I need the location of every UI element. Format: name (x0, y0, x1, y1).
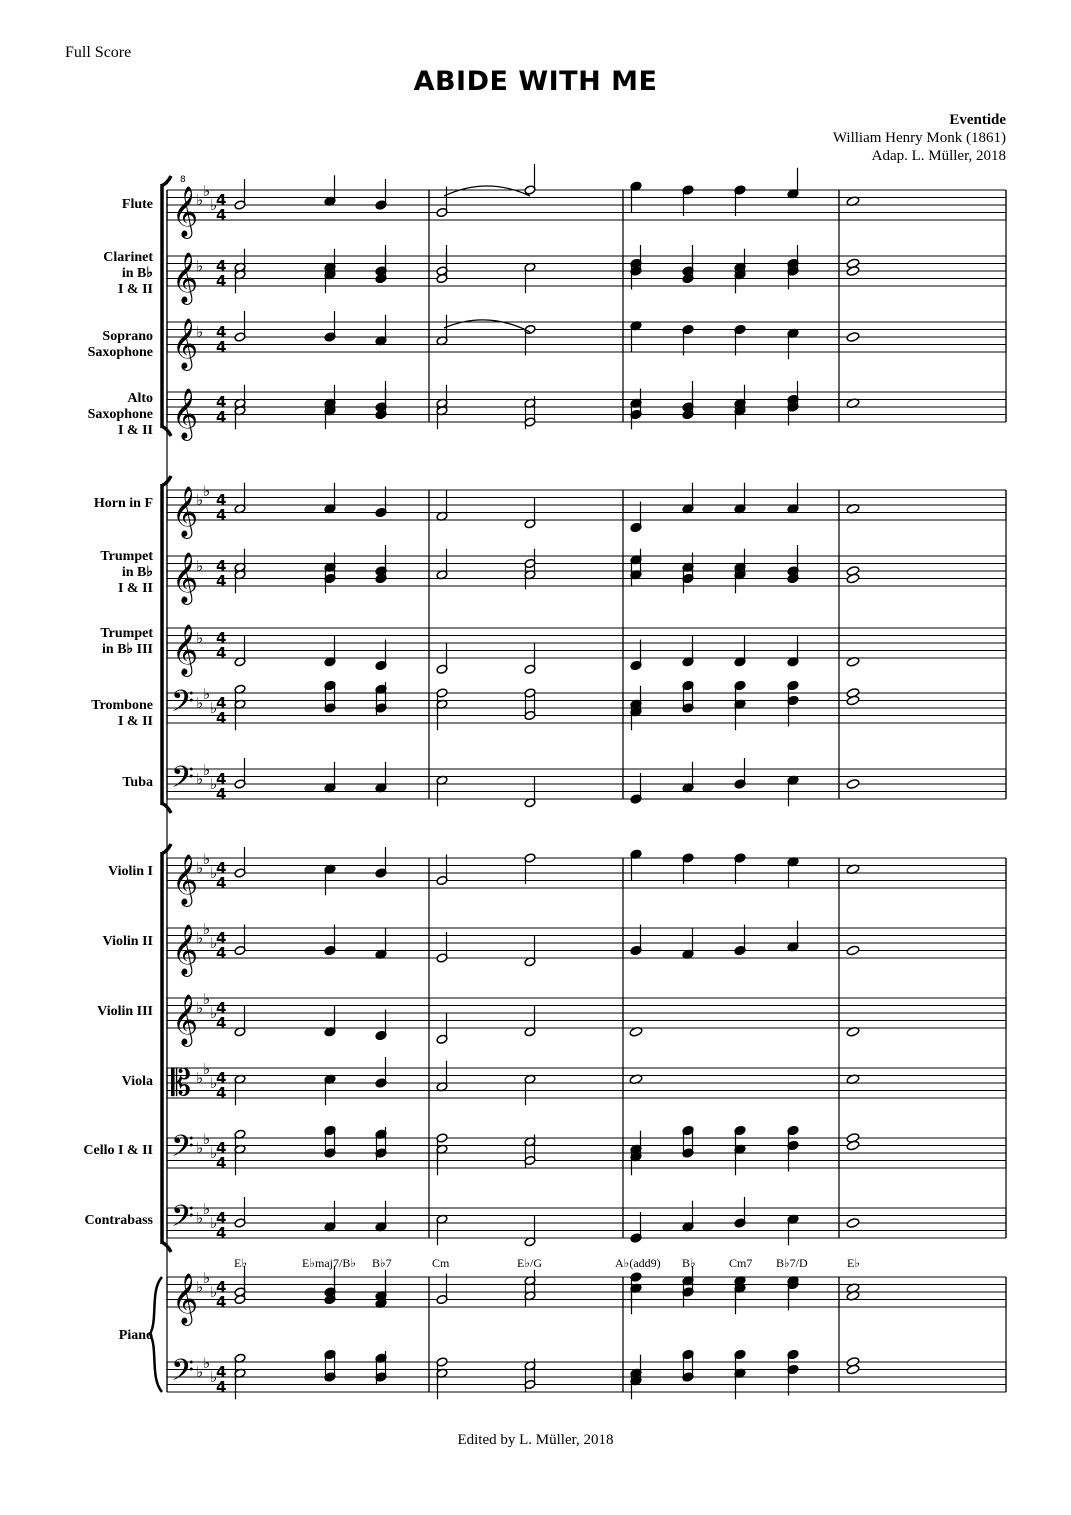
treble-clef-icon: 𝄞 (172, 388, 199, 439)
flat-icon: ♭ (203, 920, 211, 938)
time-signature-numerator: 4 (216, 1209, 227, 1227)
instrument-label-trumpet-12: Trumpet in B♭ I & II (100, 549, 153, 596)
bracket-hook (161, 1242, 171, 1252)
note-head (846, 1218, 860, 1229)
flat-icon: ♭ (210, 934, 218, 952)
flat-icon: ♭ (203, 1060, 211, 1078)
instrument-label-flute: Flute (121, 197, 153, 212)
flat-icon: ♭ (196, 191, 204, 209)
flat-icon: ♭ (196, 770, 204, 788)
instrument-label-violin-1: Violin I (108, 864, 153, 879)
flat-icon: ♭ (210, 1368, 218, 1386)
instrument-label-piano: Piano (118, 1328, 153, 1343)
time-signature-denominator: 4 (216, 206, 227, 224)
instrument-label-trumpet-3: Trumpet in B♭ III (100, 626, 153, 657)
flat-icon: ♭ (203, 182, 211, 200)
chord-symbol: Cm7 (729, 1256, 753, 1270)
time-signature-numerator: 4 (216, 1069, 227, 1087)
flat-icon: ♭ (196, 1069, 204, 1087)
time-signature-numerator: 4 (216, 999, 227, 1017)
time-signature-numerator: 4 (216, 491, 227, 509)
subtitle: Eventide (949, 112, 1006, 128)
chord-symbol: Cm (432, 1256, 450, 1270)
flat-icon: ♭ (196, 1209, 204, 1227)
chord-symbol: E♭ (847, 1256, 860, 1270)
edition-footer: Edited by L. Müller, 2018 (457, 1432, 614, 1448)
flat-icon: ♭ (196, 694, 204, 712)
flat-icon: ♭ (203, 1269, 211, 1287)
flat-icon: ♭ (210, 1074, 218, 1092)
flat-icon: ♭ (196, 629, 204, 647)
chord-symbol: E♭ (234, 1256, 247, 1270)
time-signature-denominator: 4 (216, 644, 227, 662)
time-signature-numerator: 4 (216, 929, 227, 947)
flat-icon: ♭ (203, 482, 211, 500)
flat-icon: ♭ (196, 859, 204, 877)
time-signature-denominator: 4 (216, 944, 227, 962)
instrument-label-horn: Horn in F (93, 496, 153, 511)
flat-icon: ♭ (210, 864, 218, 882)
time-signature-numerator: 4 (216, 393, 227, 411)
treble-clef-icon: 𝄞 (172, 552, 199, 603)
time-signature-denominator: 4 (216, 338, 227, 356)
time-signature-denominator: 4 (216, 1154, 227, 1172)
slur (444, 186, 530, 196)
treble-clef-icon: 𝄞 (172, 318, 199, 369)
bracket-hook (161, 803, 171, 813)
instrument-label-alto-sax: Alto Saxophone I & II (87, 391, 153, 438)
time-signature-numerator: 4 (216, 557, 227, 575)
flat-icon: ♭ (210, 1144, 218, 1162)
flat-icon: ♭ (196, 491, 204, 509)
time-signature-denominator: 4 (216, 272, 227, 290)
piano-brace (150, 1277, 162, 1392)
flat-icon: ♭ (203, 1354, 211, 1372)
flat-icon: ♭ (196, 323, 204, 341)
time-signature-numerator: 4 (216, 859, 227, 877)
instrument-label-cello: Cello I & II (83, 1143, 153, 1158)
flat-icon: ♭ (203, 990, 211, 1008)
flat-icon: ♭ (196, 1278, 204, 1296)
flat-icon: ♭ (196, 557, 204, 575)
time-signature-numerator: 4 (216, 257, 227, 275)
page-title: ABIDE WITH ME (413, 66, 658, 97)
composer-credit: William Henry Monk (1861) (832, 130, 1006, 146)
flat-icon: ♭ (210, 699, 218, 717)
arranger-credit: Adap. L. Müller, 2018 (871, 148, 1006, 164)
bracket-hook (161, 476, 171, 486)
chord-symbol: E♭maj7/B♭ (302, 1256, 356, 1270)
instrument-label-soprano-sax: Soprano Saxophone (87, 329, 153, 360)
flat-icon: ♭ (210, 775, 218, 793)
time-signature-numerator: 4 (216, 191, 227, 209)
instrument-label-contrabass: Contrabass (84, 1213, 153, 1228)
bass-clef-icon: 𝄢 (171, 1354, 195, 1395)
flat-icon: ♭ (196, 929, 204, 947)
bracket-hook (161, 426, 171, 436)
time-signature-denominator: 4 (216, 1014, 227, 1032)
treble-clef-icon: 𝄞 (172, 252, 199, 303)
instrument-label-tuba: Tuba (122, 775, 153, 790)
flat-icon: ♭ (210, 1283, 218, 1301)
time-signature-numerator: 4 (216, 1139, 227, 1157)
treble-clef-icon: 𝄞 (172, 186, 199, 237)
treble-clef-icon: 𝄞 (172, 1273, 199, 1324)
instrument-label-viola: Viola (121, 1074, 153, 1089)
instrument-label-clarinet: Clarinet in B♭ I & II (103, 250, 153, 297)
note-head (846, 779, 860, 790)
time-signature-numerator: 4 (216, 629, 227, 647)
flat-icon: ♭ (210, 1004, 218, 1022)
time-signature-denominator: 4 (216, 572, 227, 590)
time-signature-numerator: 4 (216, 323, 227, 341)
flat-icon: ♭ (196, 257, 204, 275)
flat-icon: ♭ (196, 1139, 204, 1157)
time-signature-denominator: 4 (216, 874, 227, 892)
time-signature-denominator: 4 (216, 1293, 227, 1311)
time-signature-denominator: 4 (216, 1224, 227, 1242)
treble-clef-icon: 𝄞 (172, 994, 199, 1045)
flat-icon: ♭ (203, 685, 211, 703)
time-signature-numerator: 4 (216, 770, 227, 788)
chord-symbol: B♭7/D (776, 1256, 808, 1270)
flat-icon: ♭ (203, 1200, 211, 1218)
bass-clef-icon: 𝄢 (171, 761, 195, 802)
time-signature-numerator: 4 (216, 1363, 227, 1381)
chord-symbol: E♭/G (517, 1256, 542, 1270)
flat-icon: ♭ (210, 1214, 218, 1232)
chord-symbol: A♭(add9) (615, 1256, 661, 1270)
chord-symbol: B♭ (682, 1256, 696, 1270)
instrument-label-violin-3: Violin III (97, 1004, 153, 1019)
flat-icon: ♭ (210, 196, 218, 214)
time-signature-denominator: 4 (216, 709, 227, 727)
time-signature-numerator: 4 (216, 694, 227, 712)
time-signature-denominator: 4 (216, 506, 227, 524)
flat-icon: ♭ (196, 1363, 204, 1381)
instrument-label-violin-2: Violin II (102, 934, 153, 949)
bass-clef-icon: 𝄢 (171, 685, 195, 726)
alto-clef-icon: 𝄡 (171, 1063, 192, 1104)
bass-clef-icon: 𝄢 (171, 1130, 195, 1171)
treble-clef-icon: 𝄞 (172, 854, 199, 905)
time-signature-denominator: 4 (216, 408, 227, 426)
treble-clef-icon: 𝄞 (172, 486, 199, 537)
instrument-label-trombone: Trombone I & II (91, 698, 153, 729)
time-signature-denominator: 4 (216, 1378, 227, 1396)
flat-icon: ♭ (196, 999, 204, 1017)
bracket-hook (161, 844, 171, 854)
note-head (846, 945, 860, 956)
treble-clef-icon: 𝄞 (172, 924, 199, 975)
treble-clef-icon: 𝄞 (172, 624, 199, 675)
full-score-label: Full Score (65, 44, 132, 61)
time-signature-denominator: 4 (216, 1084, 227, 1102)
flat-icon: ♭ (203, 761, 211, 779)
time-signature-denominator: 4 (216, 785, 227, 803)
flat-icon: ♭ (203, 1130, 211, 1148)
flat-icon: ♭ (203, 850, 211, 868)
bracket-hook (161, 176, 171, 186)
octave-marker: 8 (180, 175, 186, 185)
time-signature-numerator: 4 (216, 1278, 227, 1296)
bass-clef-icon: 𝄢 (171, 1200, 195, 1241)
chord-symbol: B♭7 (372, 1256, 392, 1270)
note-head (846, 332, 860, 343)
